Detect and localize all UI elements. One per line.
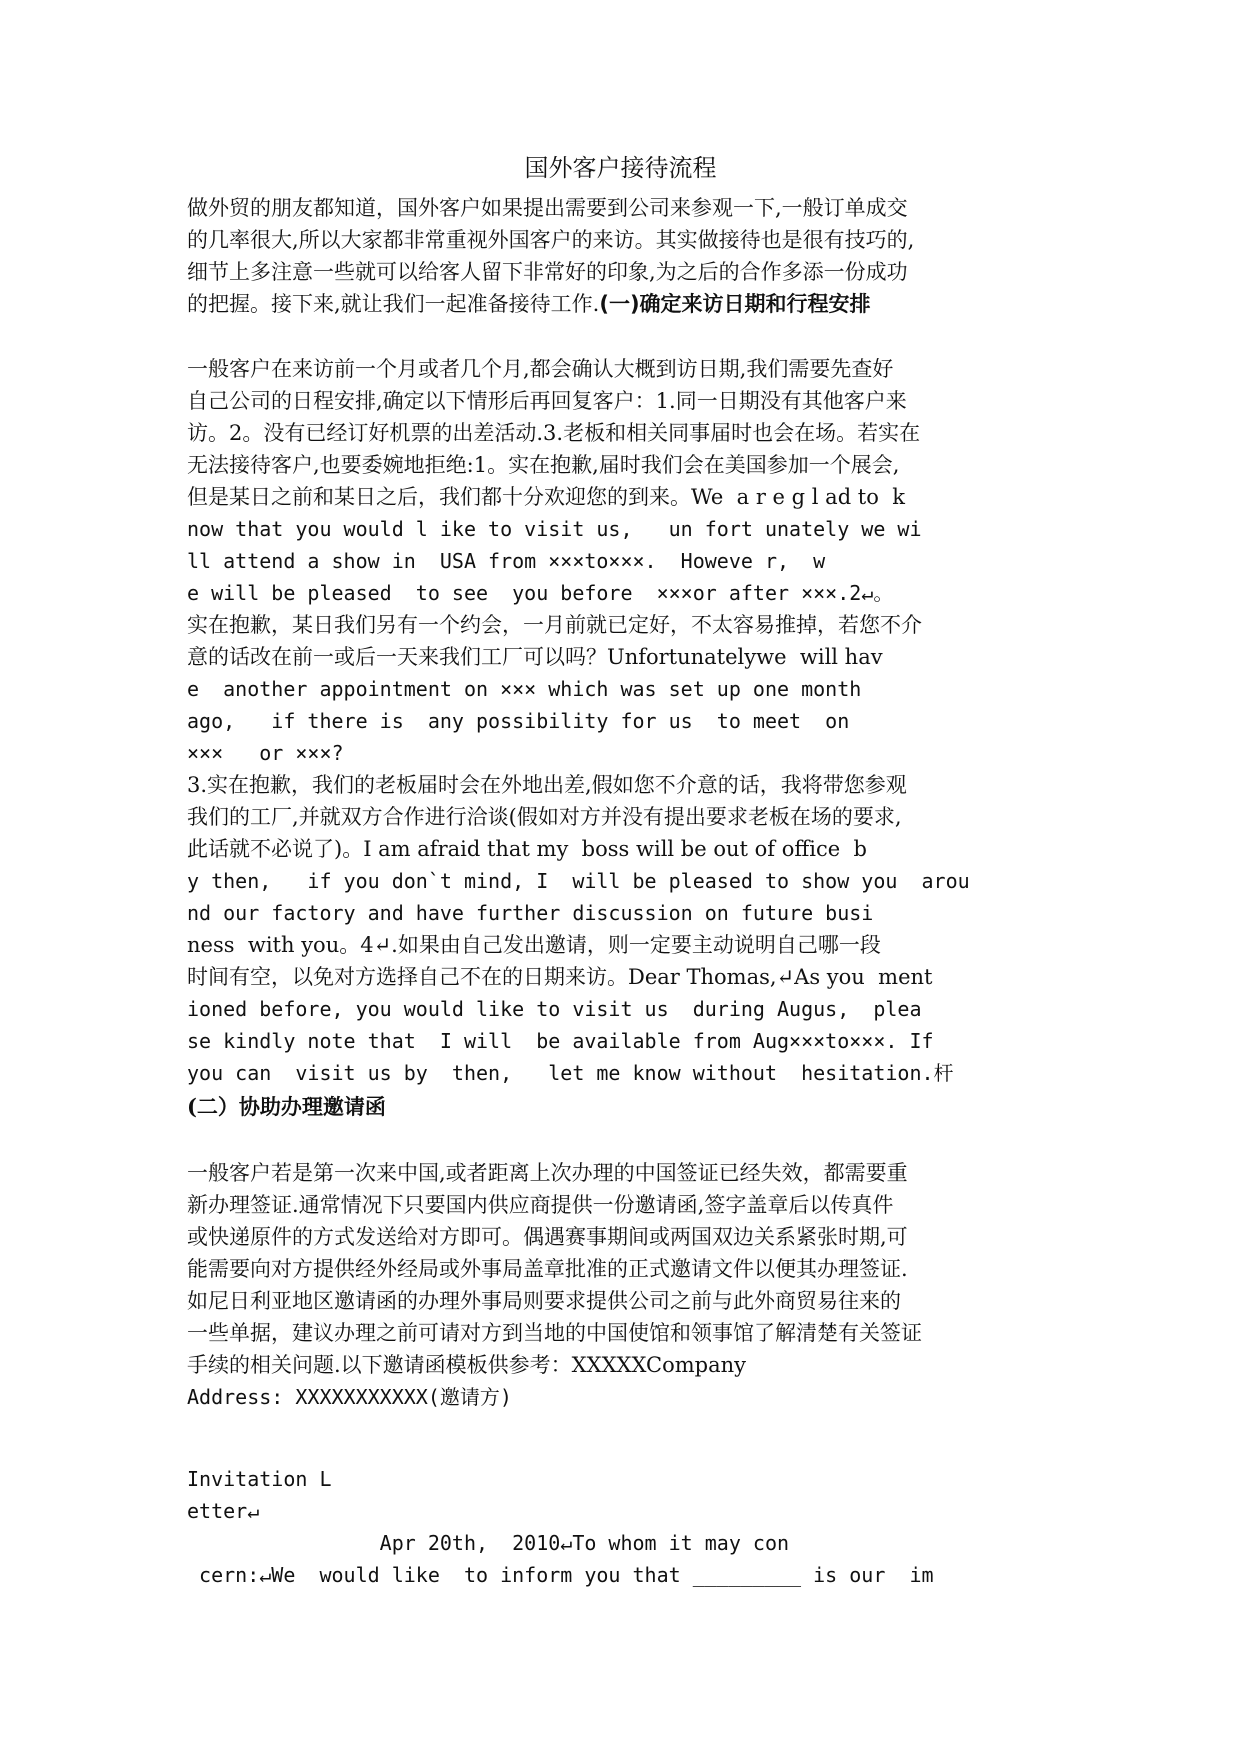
- section-heading-1: (一)确定来访日期和行程安排: [599, 292, 871, 316]
- intro-line: 做外贸的朋友都知道，国外客户如果提出需要到公司来参观一下,一般订单成交: [187, 196, 908, 220]
- body-line: 我们的工厂,并就双方合作进行洽谈(假如对方并没有提出要求老板在场的要求,: [187, 805, 902, 829]
- letter-line: etter↵: [187, 1499, 260, 1523]
- body-line: 或快递原件的方式发送给对方即可。偶遇赛事期间或两国双边关系紧张时期,可: [187, 1225, 908, 1249]
- body-line: se kindly note that I will be available from Aug×××to×××. If: [187, 1029, 934, 1053]
- letter-line: Invitation L: [187, 1467, 332, 1491]
- body-line: e another appointment on ××× which was set up one month: [187, 677, 862, 701]
- body-line: Address: XXXXXXXXXXX(邀请方): [187, 1385, 512, 1409]
- body-line: you can visit us by then, let me know without hesitation.杆: [187, 1061, 954, 1085]
- body-line: e will be pleased to see you before ×××or after ×××.2↵。: [187, 581, 894, 605]
- body-line: y then, if you don`t mind, I will be pleased to show you arou: [187, 869, 970, 893]
- document-title: 国外客户接待流程: [524, 154, 717, 182]
- body-line: now that you would l ike to visit us, un fort unately we wi: [187, 517, 922, 541]
- body-line: ness with you。4↵.如果由自己发出邀请，则一定要主动说明自己哪一段: [187, 933, 881, 957]
- intro-line-with-heading: [187, 288, 871, 320]
- body-line: ioned before, you would like to visit us during Augus, plea: [187, 997, 922, 1021]
- body-line: ll attend a show in USA from ×××to×××. Howeve r, w: [187, 549, 826, 573]
- body-line: 3.实在抱歉，我们的老板届时会在外地出差,假如您不介意的话，我将带您参观: [187, 773, 907, 797]
- letter-line: cern:↵We would like to inform you that _________ is our im: [187, 1563, 934, 1587]
- body-line: 一般客户若是第一次来中国,或者距离上次办理的中国签证已经失效，都需要重: [187, 1161, 908, 1185]
- body-line: 一般客户在来访前一个月或者几个月,都会确认大概到访日期,我们需要先查好: [187, 357, 894, 381]
- intro-line: 细节上多注意一些就可以给客人留下非常好的印象,为之后的合作多添一份成功: [187, 260, 908, 284]
- body-line: 手续的相关问题.以下邀请函模板供参考：XXXXXCompany: [187, 1353, 747, 1377]
- body-line: 时间有空，以免对方选择自己不在的日期来访。Dear Thomas,↵As you ment: [187, 965, 933, 989]
- body-line: 新办理签证.通常情况下只要国内供应商提供一份邀请函,签字盖章后以传真件: [187, 1193, 894, 1217]
- body-line: 一些单据，建议办理之前可请对方到当地的中国使馆和领事馆了解清楚有关签证: [187, 1321, 922, 1345]
- intro-line: 的几率很大,所以大家都非常重视外国客户的来访。其实做接待也是很有技巧的,: [187, 228, 915, 252]
- letter-line: Apr 20th, 2010↵To whom it may con: [187, 1531, 790, 1555]
- body-line: 能需要向对方提供经外经局或外事局盖章批准的正式邀请文件以便其办理签证.: [187, 1257, 908, 1281]
- body-line: 无法接待客户,也要委婉地拒绝:1。实在抱歉,届时我们会在美国参加一个展会,: [187, 453, 900, 477]
- section-heading-2: (二）协助办理邀请函: [187, 1094, 386, 1119]
- body-line: ago, if there is any possibility for us to meet on: [187, 709, 850, 733]
- body-line: 但是某日之前和某日之后，我们都十分欢迎您的到来。We a r e g l ad to k: [187, 485, 905, 509]
- body-line: ××× or ×××?: [187, 741, 344, 765]
- body-line: nd our factory and have further discussion on future busi: [187, 901, 874, 925]
- body-line: 此话就不必说了)。I am afraid that my boss will be out of office b: [187, 837, 867, 861]
- body-line: 自己公司的日程安排,确定以下情形后再回复客户：1.同一日期没有其他客户来: [187, 389, 907, 413]
- body-line: 如尼日利亚地区邀请函的办理外事局则要求提供公司之前与此外商贸易往来的: [187, 1289, 901, 1313]
- body-line: 意的话改在前一或后一天来我们工厂可以吗？Unfortunatelywe will hav: [187, 645, 883, 669]
- body-line: 访。2。没有已经订好机票的出差活动.3.老板和相关同事届时也会在场。若实在: [187, 421, 921, 445]
- body-line: 实在抱歉，某日我们另有一个约会，一月前就已定好，不太容易推掉，若您不介: [187, 613, 922, 637]
- intro-line: 的把握。接下来,就让我们一起准备接待工作.: [187, 292, 600, 316]
